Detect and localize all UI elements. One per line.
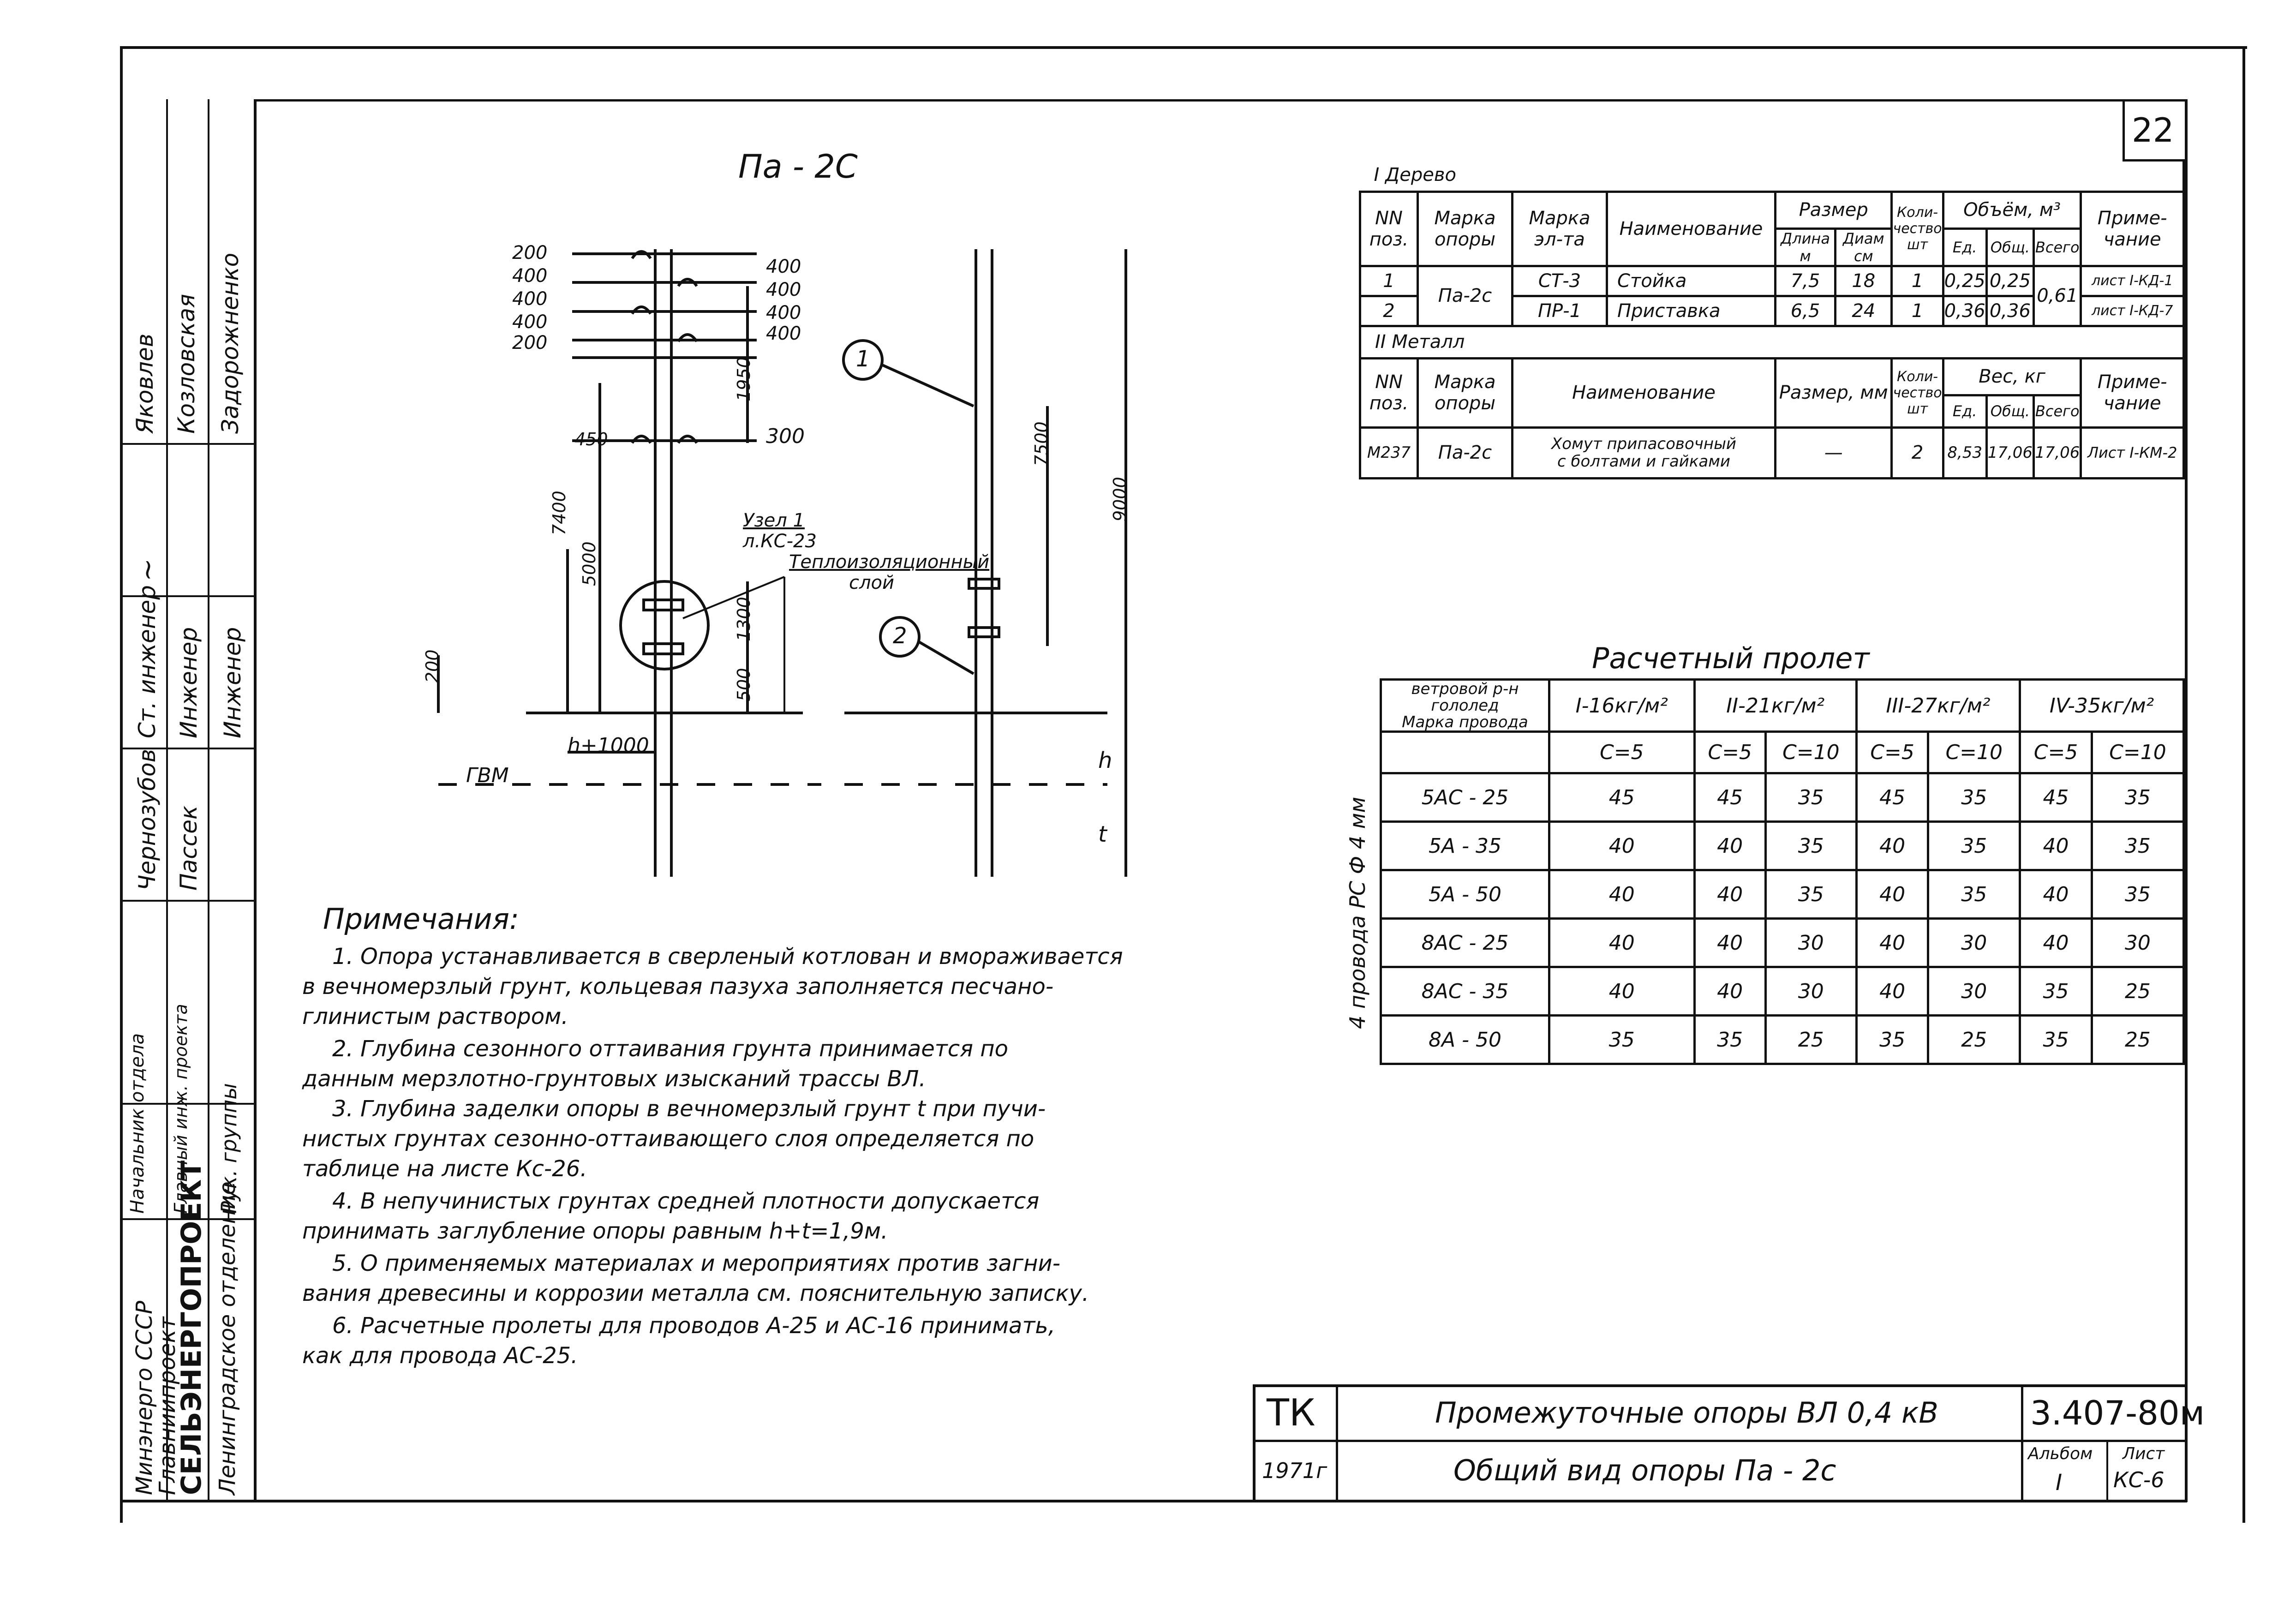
- note-line: 2. Глубина сезонного оттаивания грунта принимается по: [332, 1036, 1008, 1062]
- span-value: 40: [1856, 919, 1928, 967]
- span-value: 30: [1765, 919, 1856, 967]
- col-header: Наименование: [1607, 192, 1776, 266]
- table-cell: 18: [1836, 266, 1892, 296]
- sub-header: С=5: [1694, 732, 1765, 773]
- person-role: Инженер: [175, 627, 202, 738]
- role-title: Главный инж. проекта: [171, 1004, 191, 1214]
- col-header: Вес, кг: [1943, 358, 2081, 395]
- spec-table: [1359, 159, 2185, 479]
- zone-header: III-27кг/м²: [1856, 680, 2020, 732]
- note-line: глинистым раствором.: [302, 1004, 568, 1029]
- note-line: данным мерзлотно-грунтовых изысканий трассы ВЛ.: [302, 1066, 926, 1092]
- table-cell: 6,5: [1776, 296, 1836, 326]
- span-value: 35: [1765, 773, 1856, 822]
- table-row: [1381, 870, 2184, 919]
- dim-label: 400: [512, 311, 548, 333]
- table-cell: 2: [1892, 427, 1943, 478]
- table-cell: Лист I-КМ-2: [2081, 427, 2184, 478]
- dim-label: 1300: [734, 597, 754, 641]
- note-line: 6. Расчетные пролеты для проводов А-25 и АС-16 принимать,: [332, 1313, 1055, 1339]
- org-name: СЕЛЬЭНЕРГОПРОЕКТ: [175, 1160, 208, 1495]
- section-title: II Металл: [1360, 326, 2184, 358]
- col-header: Приме-чание: [2081, 358, 2184, 427]
- ice-header: гололед: [1431, 696, 1499, 715]
- note-line: 5. О применяемых материалах и мероприятиях против загни-: [332, 1251, 1061, 1276]
- span-value: 40: [1549, 822, 1695, 870]
- signature: ~: [132, 558, 164, 581]
- tb-code: ТК: [1267, 1391, 1315, 1434]
- span-value: 25: [1765, 1016, 1856, 1064]
- col-header: Ед.: [1943, 395, 1986, 427]
- mark-header: Марка провода: [1402, 713, 1528, 731]
- note-line: 4. В непучинистых грунтах средней плотности допускается: [332, 1188, 1040, 1214]
- table-cell: [1513, 427, 1776, 478]
- col-header: Ед.: [1943, 228, 1986, 266]
- person-role: Ст. инженер: [134, 585, 161, 738]
- drawing-title: Па - 2С: [738, 148, 858, 186]
- span-value: 35: [1765, 870, 1856, 919]
- zone-header: II-21кг/м²: [1694, 680, 1856, 732]
- note-line: в вечномерзлый грунт, кольцевая пазуха заполняется песчано-: [302, 974, 1054, 1000]
- table-cell: 2: [1360, 296, 1418, 326]
- col-header: Марка эл-та: [1513, 192, 1607, 266]
- dim-label: 9000: [1110, 477, 1130, 521]
- span-value: 35: [1694, 1016, 1765, 1064]
- role-title: Рук. группы: [217, 1083, 241, 1214]
- tb-year: 1971г: [1262, 1458, 1327, 1483]
- col-header: Диам см: [1836, 228, 1892, 266]
- col-header: Коли-чество шт: [1892, 192, 1943, 266]
- zone-header: IV-35кг/м²: [2020, 680, 2184, 732]
- span-value: 35: [1928, 822, 2020, 870]
- span-value: 35: [2020, 967, 2092, 1016]
- col-header: [1381, 680, 1549, 732]
- note-line: 1. Опора устанавливается в сверленый котлован и вмораживается: [332, 944, 1123, 970]
- table-row: [1381, 773, 2184, 822]
- item-name: с болтами и гайками: [1557, 452, 1730, 471]
- org-line: Ленинградское отделение: [215, 1181, 240, 1495]
- node-ref: Узел 1: [743, 510, 805, 531]
- table-cell: 0,25: [1986, 266, 2033, 296]
- tb-album-label: Альбом: [2028, 1444, 2093, 1463]
- role-name: Пассек: [175, 805, 202, 891]
- table-cell: —: [1776, 427, 1892, 478]
- col-header: Всего: [2034, 395, 2081, 427]
- note-line: вания древесины и коррозии металла см. пояснительную записку.: [302, 1281, 1089, 1306]
- role-title: Начальник отдела: [127, 1033, 148, 1214]
- span-value: 40: [1694, 822, 1765, 870]
- col-header: Общ.: [1986, 228, 2033, 266]
- span-value: 40: [1549, 967, 1695, 1016]
- span-value: 40: [1549, 870, 1695, 919]
- wire-mark: 8АС - 25: [1381, 919, 1549, 967]
- person-name: Козловская: [173, 293, 200, 434]
- span-value: 40: [1856, 870, 1928, 919]
- span-value: 40: [2020, 870, 2092, 919]
- col-header: NN поз.: [1360, 192, 1418, 266]
- sub-header: С=10: [2092, 732, 2183, 773]
- span-value: 40: [1856, 822, 1928, 870]
- tb-album-value: I: [2056, 1470, 2063, 1496]
- table-cell: 1: [1892, 266, 1943, 296]
- col-header: Коли-чество шт: [1892, 358, 1943, 427]
- tb-sheet-value: КС-6: [2113, 1467, 2164, 1492]
- wire-mark: 8А - 50: [1381, 1016, 1549, 1064]
- span-value: 30: [1928, 967, 2020, 1016]
- sub-header: С=10: [1928, 732, 2020, 773]
- sub-header: С=5: [1856, 732, 1928, 773]
- dim-label: 450: [574, 429, 608, 449]
- section-title: I Дерево: [1360, 159, 2184, 192]
- node-ref: л.КС-23: [743, 531, 817, 552]
- org-line: Минэнерго СССР: [132, 1300, 157, 1495]
- table-cell: 7,5: [1776, 266, 1836, 296]
- span-value: 25: [2092, 967, 2183, 1016]
- table-cell: ПР-1: [1513, 296, 1607, 326]
- span-value: 45: [1856, 773, 1928, 822]
- dim-label: 5000: [579, 541, 599, 586]
- dim-label: 200: [512, 332, 548, 353]
- wind-header: ветровой р-н: [1411, 680, 1519, 698]
- item-name: Хомут припасовочный: [1551, 435, 1737, 453]
- dim-label: 200: [422, 649, 442, 683]
- table-cell: 24: [1836, 296, 1892, 326]
- note-line: нистых грунтах сезонно-оттаивающего слоя определяется по: [302, 1126, 1034, 1152]
- table-row: [1381, 822, 2184, 870]
- table-cell: 0,61: [2034, 266, 2081, 326]
- tb-doc-number: 3.407-80м: [2030, 1394, 2205, 1432]
- span-value: 35: [1549, 1016, 1695, 1064]
- span-value: 35: [2092, 870, 2183, 919]
- span-value: 40: [1694, 870, 1765, 919]
- table-cell: Па-2с: [1418, 427, 1513, 478]
- table-cell: 1: [1360, 266, 1418, 296]
- span-value: 45: [1694, 773, 1765, 822]
- table-cell: 17,06: [2034, 427, 2081, 478]
- note-line: как для провода АС-25.: [302, 1343, 578, 1369]
- insulation-label: Теплоизоляционный: [789, 551, 990, 573]
- span-value: 40: [1694, 919, 1765, 967]
- person-name: Яковлев: [132, 333, 158, 434]
- sub-header: С=10: [1765, 732, 1856, 773]
- dim-label: 400: [766, 323, 801, 344]
- col-header: Размер, мм: [1776, 358, 1892, 427]
- span-value: 45: [1549, 773, 1695, 822]
- span-table-title: Расчетный пролет: [1592, 641, 1870, 675]
- table-row: [1381, 1016, 2184, 1064]
- span-value: 30: [2092, 919, 2183, 967]
- dim-label: 400: [512, 288, 548, 310]
- col-header: Объём, м³: [1943, 192, 2081, 228]
- dim-label: 400: [766, 256, 801, 277]
- table-cell: 8,53: [1943, 427, 1986, 478]
- table-cell: 0,36: [1943, 296, 1986, 326]
- span-value: 35: [1765, 822, 1856, 870]
- sub-header: С=5: [2020, 732, 2092, 773]
- span-value: 40: [1856, 967, 1928, 1016]
- tb-sheet-label: Лист: [2123, 1444, 2165, 1463]
- span-value: 35: [2092, 773, 2183, 822]
- span-value: 40: [1549, 919, 1695, 967]
- org-line: Главниипроект: [155, 1317, 180, 1495]
- col-header: Длина м: [1776, 228, 1836, 266]
- table-cell: Па-2с: [1418, 266, 1513, 326]
- span-value: 35: [1928, 773, 2020, 822]
- dim-label: 400: [766, 279, 801, 300]
- dim-label: 7500: [1031, 421, 1052, 466]
- table-cell: М237: [1360, 427, 1418, 478]
- dim-label: 7400: [549, 491, 569, 535]
- dim-label: 500: [734, 668, 754, 701]
- span-table-side-label: 4 провода РС Ф 4 мм: [1345, 796, 1370, 1029]
- span-value: 30: [1928, 919, 2020, 967]
- insulation-label: слой: [849, 572, 895, 593]
- dim-label: t: [1098, 821, 1107, 847]
- col-header: Марка опоры: [1418, 358, 1513, 427]
- col-header: Всего: [2034, 228, 2081, 266]
- col-header: Приме-чание: [2081, 192, 2184, 266]
- dim-label: 300: [766, 425, 805, 448]
- dim-label: h+1000: [568, 734, 649, 757]
- span-value: 25: [1928, 1016, 2020, 1064]
- table-cell: Стойка: [1607, 266, 1776, 296]
- zone-header: I-16кг/м²: [1549, 680, 1695, 732]
- note-line: 3. Глубина заделки опоры в вечномерзлый грунт t при пучи-: [332, 1096, 1046, 1122]
- wire-mark: 8АС - 35: [1381, 967, 1549, 1016]
- note-line: принимать заглубление опоры равным h+t=1,9м.: [302, 1218, 888, 1244]
- wire-mark: 5А - 35: [1381, 822, 1549, 870]
- table-cell: [1381, 732, 1549, 773]
- sheet-number: 22: [2132, 111, 2174, 150]
- dim-label: 400: [766, 302, 801, 323]
- table-cell: 0,36: [1986, 296, 2033, 326]
- person-name: Задорожненко: [217, 252, 244, 434]
- span-value: 35: [2092, 822, 2183, 870]
- span-value: 25: [2092, 1016, 2183, 1064]
- span-value: 45: [2020, 773, 2092, 822]
- person-role: Инженер: [219, 627, 246, 738]
- col-header: NN поз.: [1360, 358, 1418, 427]
- dim-label: 400: [512, 265, 548, 287]
- table-cell: СТ-3: [1513, 266, 1607, 296]
- dim-label: h: [1098, 748, 1112, 773]
- table-row: [1381, 919, 2184, 967]
- note-line: таблице на листе Кс-26.: [302, 1156, 587, 1182]
- callout-number: 2: [893, 623, 907, 649]
- tb-title2: Общий вид опоры Па - 2с: [1453, 1454, 1836, 1487]
- sub-header: С=5: [1549, 732, 1695, 773]
- dim-label: 1950: [734, 357, 754, 401]
- span-value: 35: [2020, 1016, 2092, 1064]
- col-header: Общ.: [1986, 395, 2033, 427]
- callout-number: 1: [856, 346, 870, 372]
- span-value: 40: [2020, 822, 2092, 870]
- wire-mark: 5А - 50: [1381, 870, 1549, 919]
- role-name: Чернозубов: [134, 748, 161, 891]
- gvm-label: ГВМ: [466, 764, 509, 787]
- col-header: Наименование: [1513, 358, 1776, 427]
- col-header: Размер: [1776, 192, 1892, 228]
- table-cell: 17,06: [1986, 427, 2033, 478]
- span-value: 40: [2020, 919, 2092, 967]
- wire-mark: 5АС - 25: [1381, 773, 1549, 822]
- span-value: 35: [1928, 870, 2020, 919]
- table-cell: 0,25: [1943, 266, 1986, 296]
- notes-heading: Примечания:: [323, 902, 519, 936]
- span-table: [1380, 678, 2185, 1065]
- table-cell: Приставка: [1607, 296, 1776, 326]
- tb-title1: Промежуточные опоры ВЛ 0,4 кВ: [1435, 1396, 1938, 1430]
- span-value: 40: [1694, 967, 1765, 1016]
- dim-label: 200: [512, 242, 548, 263]
- span-value: 35: [1856, 1016, 1928, 1064]
- table-cell: лист I-КД-7: [2081, 296, 2184, 326]
- table-cell: 1: [1892, 296, 1943, 326]
- span-value: 30: [1765, 967, 1856, 1016]
- table-row: [1381, 967, 2184, 1016]
- table-cell: лист I-КД-1: [2081, 266, 2184, 296]
- col-header: Марка опоры: [1418, 192, 1513, 266]
